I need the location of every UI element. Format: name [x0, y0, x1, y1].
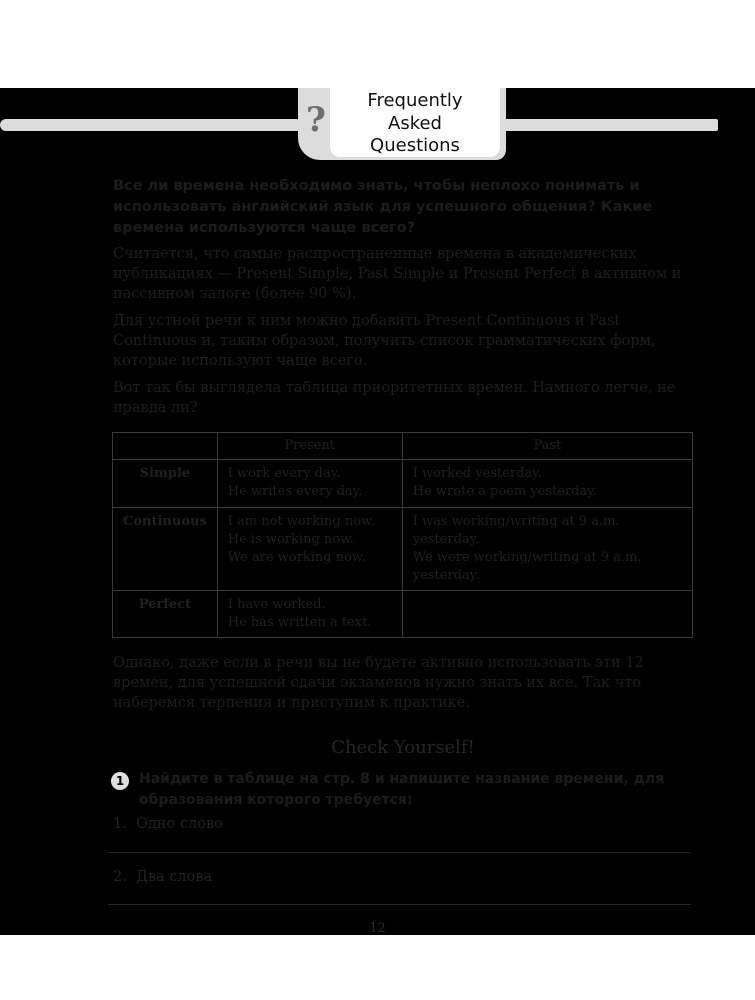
table-header-row [113, 433, 693, 460]
tense-table [112, 432, 693, 638]
cell-line: I have worked. [227, 597, 326, 612]
cell-line: I work every day. [227, 466, 341, 481]
table-cell [217, 508, 402, 591]
item-text: Одно слово [136, 816, 223, 832]
page-number: 12 [369, 921, 386, 936]
answer-line-2[interactable] [108, 904, 691, 905]
table-cell [402, 460, 692, 508]
cell-line: He has written a text. [227, 615, 372, 630]
table-cell-empty [402, 591, 692, 638]
answer-line-1[interactable] [108, 852, 691, 853]
cell-line: He is working now. [227, 532, 354, 547]
exercise-item-1 [113, 816, 223, 832]
row-label: Continuous [113, 508, 218, 591]
header-rule-right [506, 119, 718, 131]
faq-question: Все ли времена необходимо знать, чтобы неплохо понимать и использовать английский язык для успешного общения? Какие времена используются чаще всего? [113, 178, 653, 236]
exercise-item-2 [113, 869, 212, 885]
table-cell [402, 508, 692, 591]
table-header-empty [113, 433, 218, 460]
header-rule-left [0, 119, 302, 131]
question-mark-icon: ? [306, 100, 326, 140]
paragraph-3: Вот так бы выглядела таблица приоритетных времен. Намного легче, не правда ли? [113, 380, 676, 416]
cell-line: I am not working now. [227, 514, 375, 529]
table-row [113, 591, 693, 638]
cell-line: We are working now. [227, 550, 366, 565]
table-cell [217, 591, 402, 638]
cell-line: yesterday. [412, 568, 480, 583]
table-row [113, 508, 693, 591]
cell-line: I was working/writing at 9 a.m. [412, 514, 620, 529]
item-text: Два слова [136, 869, 213, 885]
row-label: Perfect [113, 591, 218, 638]
cell-line: He writes every day. [227, 484, 363, 499]
cell-line: yesterday. [412, 532, 480, 547]
paragraph-2: Для устной речи к ним можно добавить Present Continuous и Past Continuous и, таким образом, получить список грамматических форм, которые используют чаще всего. [113, 313, 656, 369]
faq-line-1: Frequently [367, 90, 463, 111]
row-label: Simple [113, 460, 218, 508]
table-header-past: Past [402, 433, 692, 460]
exercise-instruction: Найдите в таблице на стр. 8 и напишите название времени, для образования которого требуется: [139, 771, 665, 808]
table-cell [217, 460, 402, 508]
faq-label [330, 88, 500, 157]
check-yourself-title: Check Yourself! [331, 737, 475, 758]
cell-line: I worked yesterday. [412, 466, 542, 481]
cell-line: We were working/writing at 9 a.m. [412, 550, 642, 565]
faq-line-2: Asked [388, 112, 442, 134]
table-row [113, 460, 693, 508]
paragraph-1: Считается, что самые распространенные времена в академических публикациях — Present Simple, Past Simple и Present Perfect в активном и пассивном залоге (более 90 %). [113, 246, 682, 302]
faq-line-3: Questions [370, 135, 460, 156]
exercise-number-badge: 1 [111, 772, 129, 790]
table-header-present: Present [217, 433, 402, 460]
item-number: 2. [113, 869, 127, 885]
paragraph-after-table: Однако, даже если в речи вы не будете активно использовать эти 12 времен, для успешной сдачи экзаменов нужно знать их все. Так что наберемся терпения и приступим к практике. [113, 655, 644, 711]
cell-line: He wrote a poem yesterday. [412, 484, 597, 499]
item-number: 1. [113, 816, 127, 832]
